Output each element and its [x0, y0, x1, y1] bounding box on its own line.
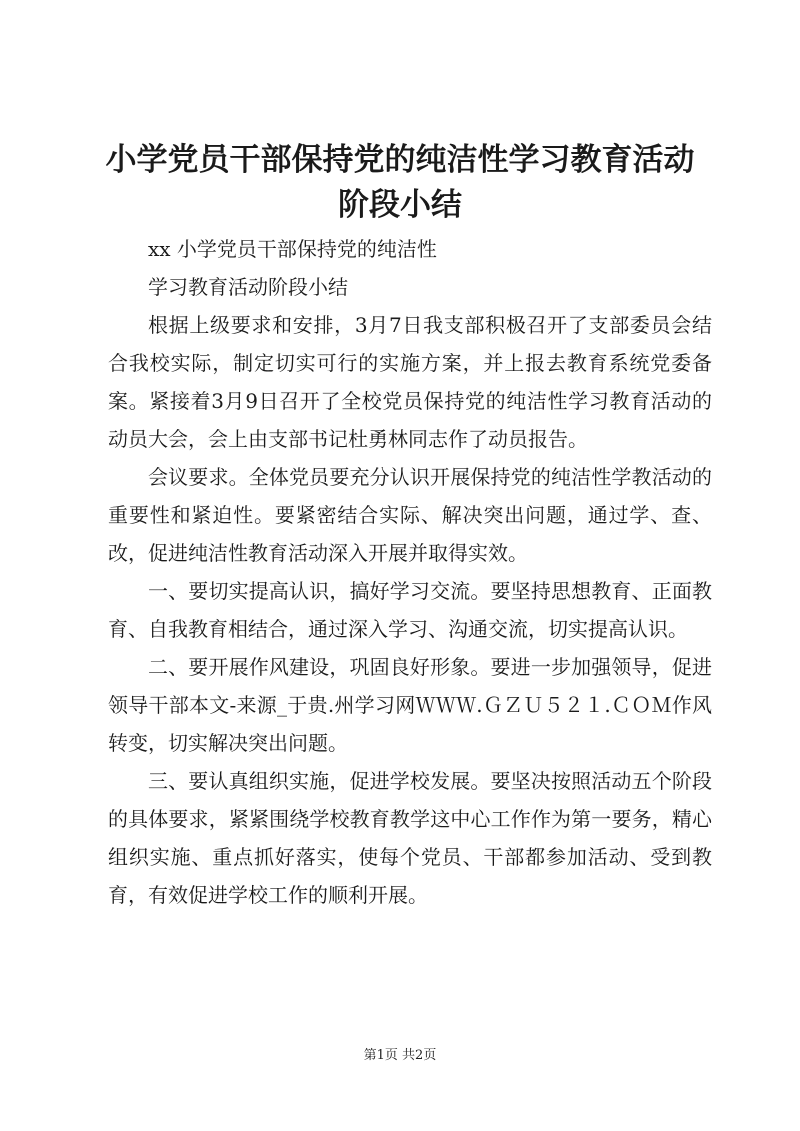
paragraph-point-three: 三、要认真组织实施，促进学校发展。要坚决按照活动五个阶段的具体要求，紧紧围绕学校教育教学这中心工作作为第一要务，精心组织实施、重点抓好落实，使每个党员、干部都参加活动、受到教育，有效促进学校工作的顺利开展。 — [108, 769, 712, 907]
paragraph-point-two: 二、要开展作风建设，巩固良好形象。要进一步加强领导，促进领导干部本文-来源_于贵.州学习网ＷＷＷ.ＧＺＵ５２１.ＣＯＭ作风转变，切实解决突出问题。 — [108, 655, 712, 755]
paragraph-point-one: 一、要切实提高认识，搞好学习交流。要坚持思想教育、正面教育、自我教育相结合，通过深入学习、沟通交流，切实提高认识。 — [108, 579, 712, 641]
subtitle-line-1: xx 小学党员干部保持党的纯洁性 — [148, 237, 437, 261]
paragraph-intro: 根据上级要求和安排，3月7日我支部积极召开了支部委员会结合我校实际，制定切实可行的实施方案，并上报去教育系统党委备案。紧接着3月9日召开了全校党员保持党的纯洁性学习教育活动的动员大会，会上由支部书记杜勇林同志作了动员报告。 — [108, 313, 712, 451]
document-title: 小学党员干部保持党的纯洁性学习教育活动阶段小结 — [105, 142, 695, 223]
page-footer: 第1页 共2页 — [363, 1048, 437, 1063]
document-body — [108, 230, 712, 914]
paragraph-meeting-requirements: 会议要求。全体党员要充分认识开展保持党的纯洁性学教活动的重要性和紧迫性。要紧密结合实际、解决突出问题，通过学、查、改，促进纯洁性教育活动深入开展并取得实效。 — [108, 465, 712, 565]
subtitle-line-2: 学习教育活动阶段小结 — [148, 275, 348, 299]
